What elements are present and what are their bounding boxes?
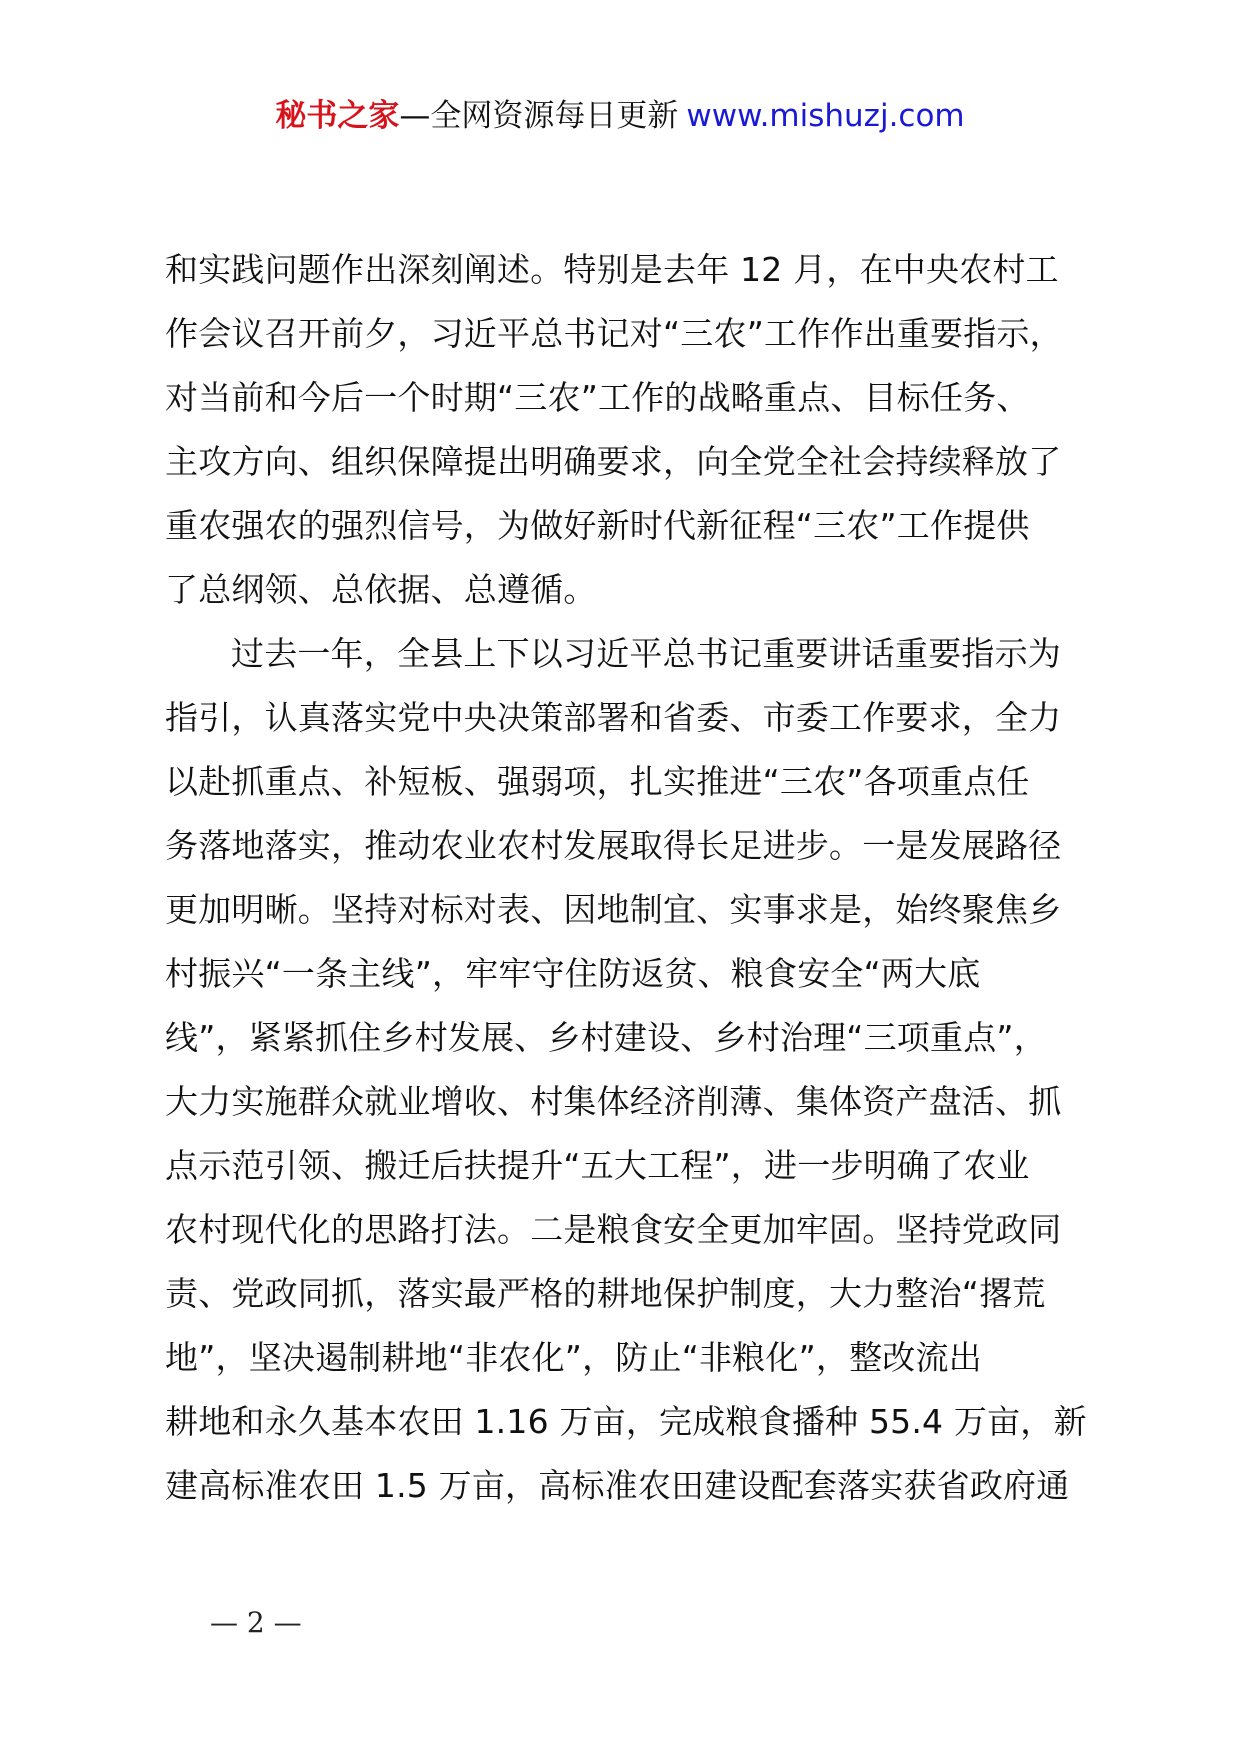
document-body bbox=[165, 238, 1105, 1518]
text-line: 指引，认真落实党中央决策部署和省委、市委工作要求，全力 bbox=[165, 698, 1062, 737]
brand-name: 秘书之家 bbox=[275, 98, 400, 134]
text-line: 建高标准农田 1.5 万亩，高标准农田建设配套落实获省政府通 bbox=[165, 1466, 1070, 1505]
text-line: 了总纲领、总依据、总遵循。 bbox=[165, 570, 597, 609]
text-line: 作会议召开前夕，习近平总书记对“三农”工作作出重要指示， bbox=[165, 314, 1063, 353]
text-line: 更加明晰。坚持对标对表、因地制宜、实事求是，始终聚焦乡 bbox=[165, 890, 1062, 929]
text-line: 以赴抓重点、补短板、强弱项，扎实推进“三农”各项重点任 bbox=[165, 762, 1030, 801]
text-line: 务落地落实，推动农业农村发展取得长足进步。一是发展路径 bbox=[165, 826, 1062, 865]
text-line: 耕地和永久基本农田 1.16 万亩，完成粮食播种 55.4 万亩，新 bbox=[165, 1402, 1087, 1441]
text-line: 和实践问题作出深刻阐述。特别是去年 12 月，在中央农村工 bbox=[165, 250, 1059, 289]
text-line: 线”，紧紧抓住乡村发展、乡村建设、乡村治理“三项重点”， bbox=[165, 1018, 1047, 1057]
text-line: 地”，坚决遏制耕地“非农化”，防止“非粮化”，整改流出 bbox=[165, 1338, 982, 1377]
header-url: www.mishuzj.com bbox=[686, 98, 965, 134]
text-line: 重农强农的强烈信号，为做好新时代新征程“三农”工作提供 bbox=[165, 506, 1030, 545]
text-line: 主攻方向、组织保障提出明确要求，向全党全社会持续释放了 bbox=[165, 442, 1062, 481]
header-tagline: —全网资源每日更新 bbox=[399, 98, 679, 134]
text-line: 责、党政同抓，落实最严格的耕地保护制度，大力整治“撂荒 bbox=[165, 1274, 1046, 1313]
text-line: 点示范引领、搬迁后扶提升“五大工程”，进一步明确了农业 bbox=[165, 1146, 1030, 1185]
page-number: — 2 — bbox=[210, 1606, 302, 1639]
text-line: 村振兴“一条主线”，牢牢守住防返贫、粮食安全“两大底 bbox=[165, 954, 981, 993]
paragraph-start-line: 过去一年，全县上下以习近平总书记重要讲话重要指示为 bbox=[231, 634, 1061, 673]
text-line: 大力实施群众就业增收、村集体经济削薄、集体资产盘活、抓 bbox=[165, 1082, 1062, 1121]
site-watermark-header bbox=[0, 96, 1240, 136]
text-line: 对当前和今后一个时期“三农”工作的战略重点、目标任务、 bbox=[165, 378, 1030, 417]
text-line: 农村现代化的思路打法。二是粮食安全更加牢固。坚持党政同 bbox=[165, 1210, 1062, 1249]
